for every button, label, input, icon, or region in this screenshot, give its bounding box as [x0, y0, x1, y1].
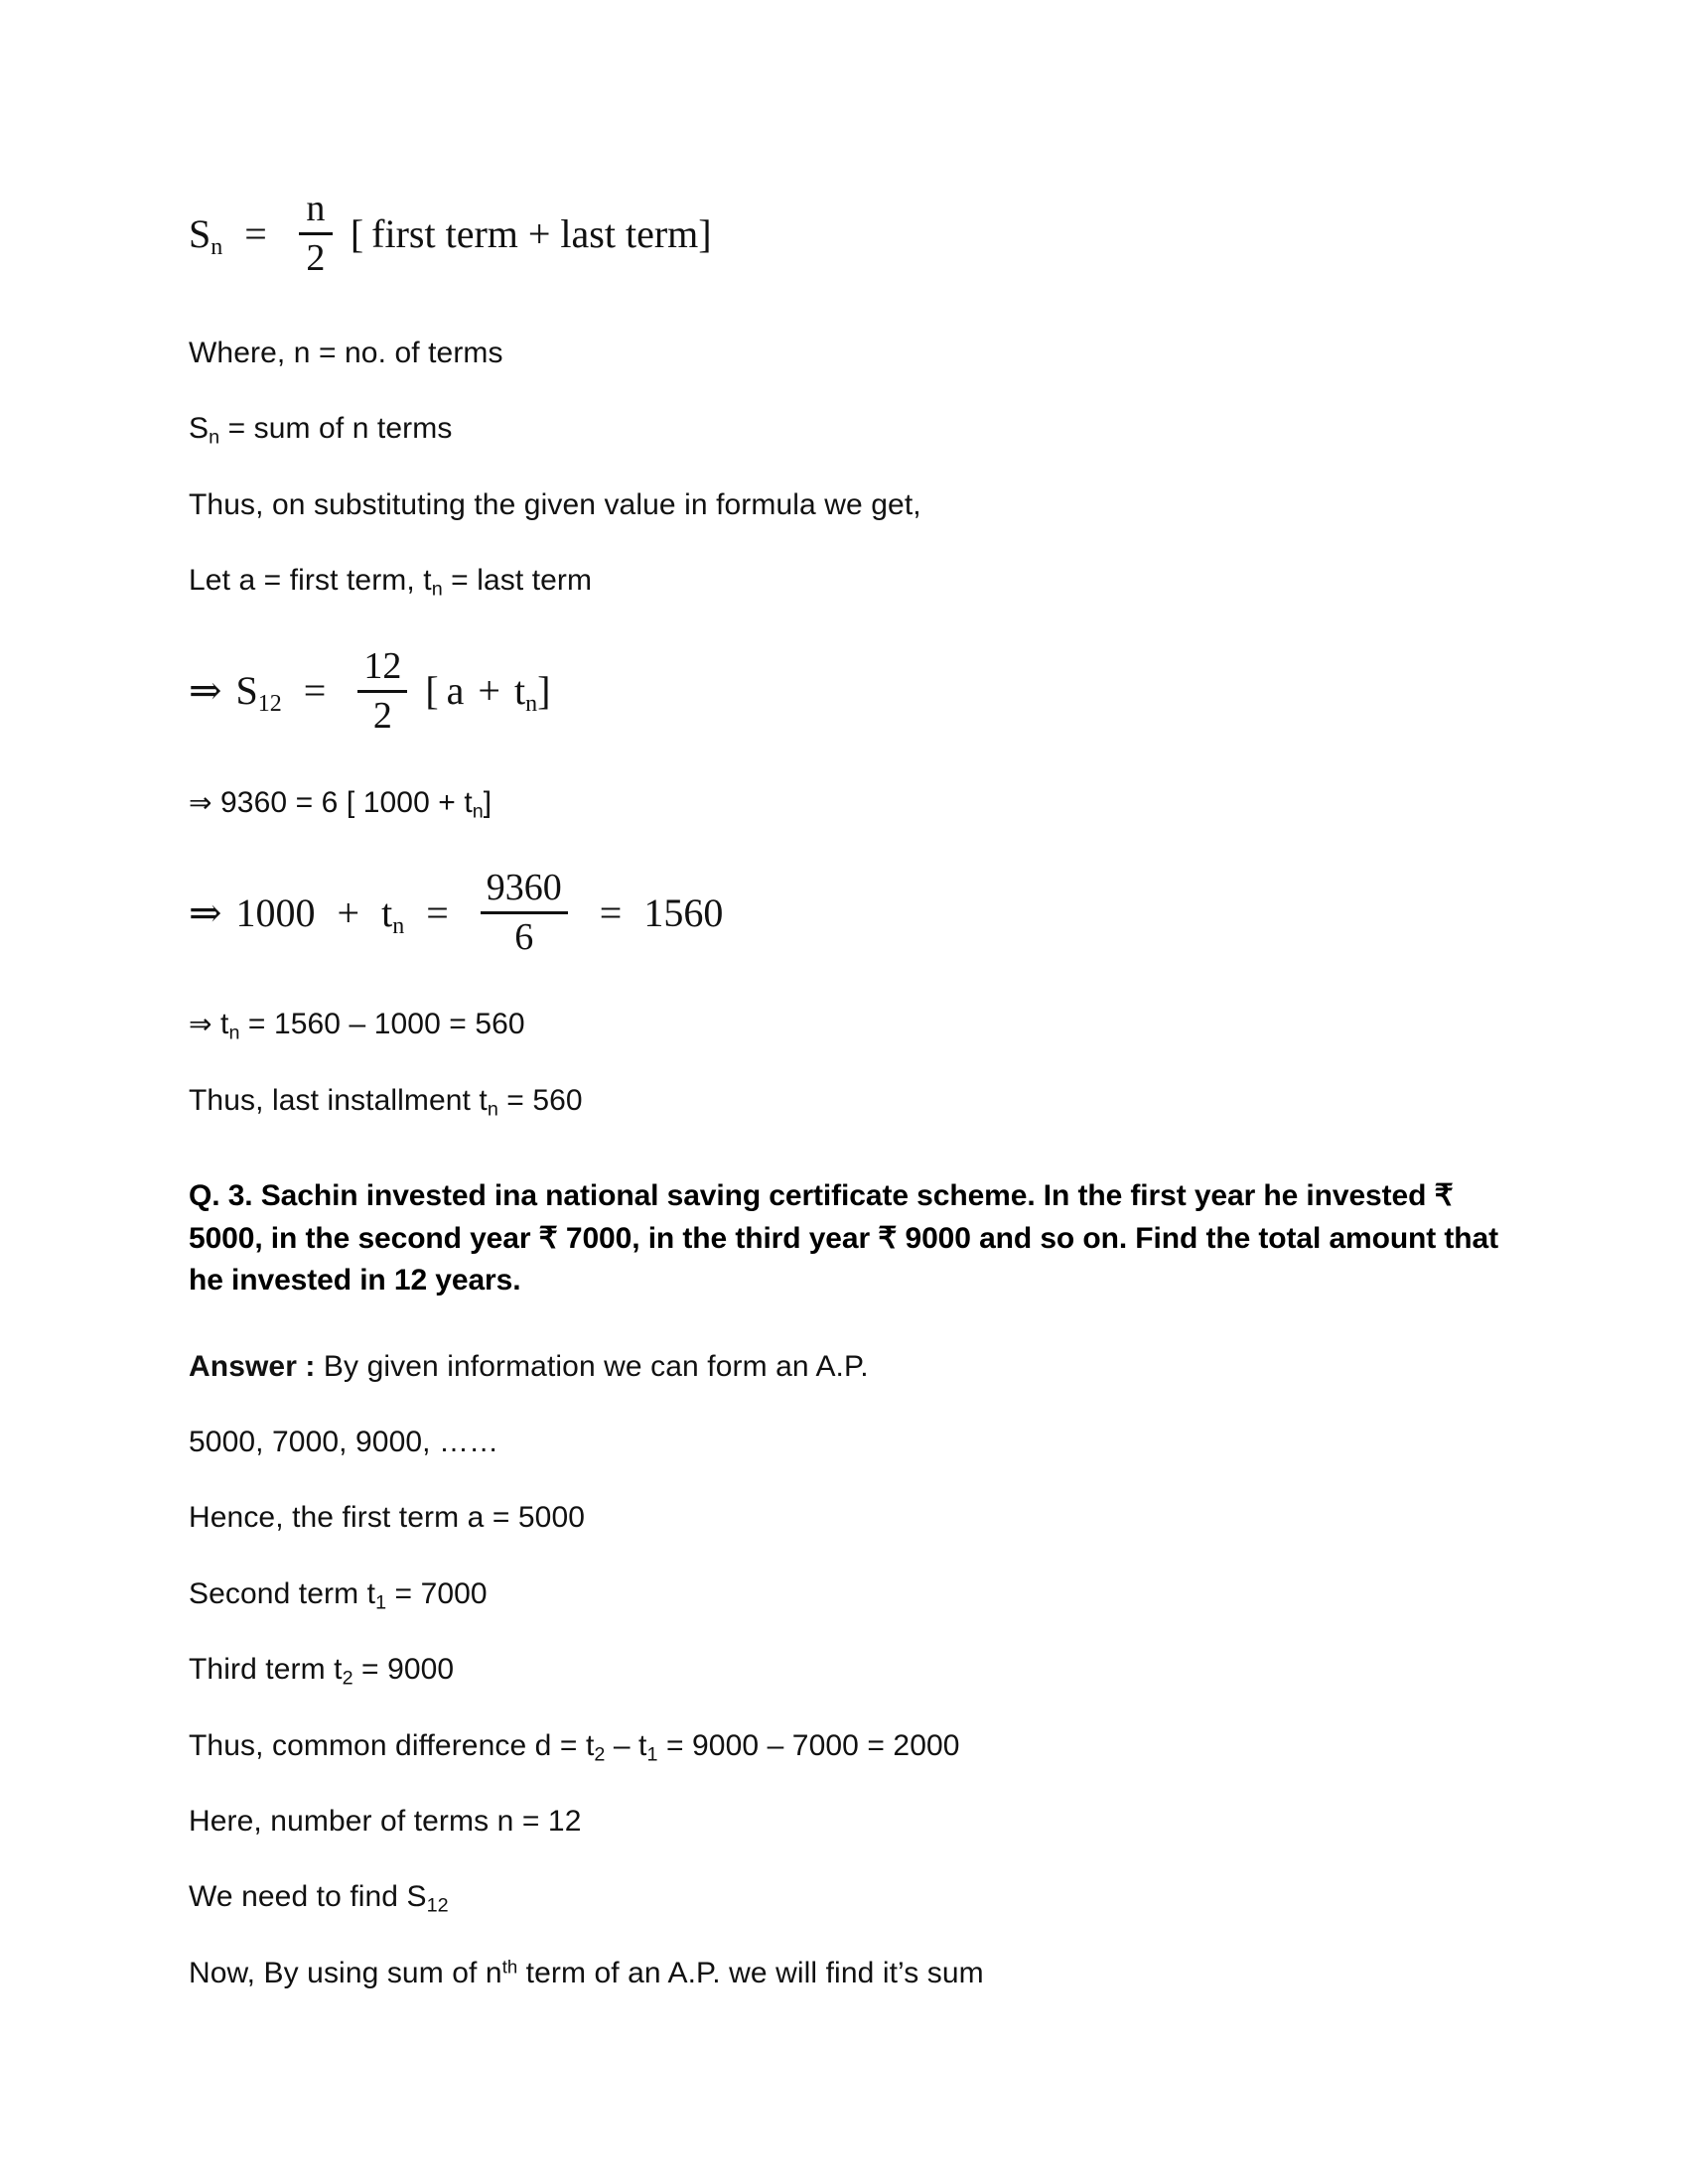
- subscript-n: n: [431, 578, 443, 601]
- formula-s12-lhs: $S_{12}$: [235, 668, 282, 718]
- subscript-1: 1: [375, 1591, 387, 1614]
- subscript-n: n: [487, 1098, 498, 1121]
- formula-sum-bracket-open: [: [350, 210, 364, 256]
- line-let-a-first-term: Let a = first term, $t_n$ = last term: [189, 564, 593, 601]
- subscript-n: n: [472, 800, 484, 823]
- line-ap-sequence: 5000, 7000, 9000, ……: [189, 1426, 499, 1459]
- formula-s12-term-a: a: [446, 668, 465, 714]
- subscript-n: n: [209, 426, 220, 449]
- formula-s12-term-tn: $t_n$: [513, 668, 538, 718]
- line-where-n: Where, n = no. of terms: [189, 337, 503, 370]
- line-tn-result: ⇒ $t_n = 1560 - 1000 = 560$: [189, 1008, 525, 1044]
- line-sn-definition: $S_n$ = sum of n terms: [189, 412, 453, 449]
- fraction-numerator: 12: [363, 644, 402, 687]
- fraction-denominator: 2: [306, 237, 326, 280]
- answer-label: Answer :: [189, 1349, 316, 1383]
- line-common-difference: Thus, common difference $d = t_2 - t_1 = 9000 - 7000 = 2000$: [189, 1728, 960, 1766]
- formula-1560-plus: +: [337, 889, 360, 935]
- implies-arrow-icon: ⇒: [189, 668, 222, 714]
- implies-arrow-icon: ⇒: [189, 889, 222, 935]
- line-now-using-nth-term: Now, By using sum of $n^{th}$ term of an A.P. we will find it’s sum: [189, 1956, 984, 1989]
- question-3-text: Q. 3. Sachin invested ina national saving certificate scheme. In the first year he invested ₹ 5000, in the second year ₹ 7000, in the third year ₹ 9000 and so on. Find the total amount that he invested in 12 years.: [189, 1178, 1498, 1297]
- subscript-12: 12: [426, 1894, 449, 1917]
- formula-1560-result: 1560: [643, 889, 724, 935]
- line-9360-equation: ⇒ 9360 = 6 [ $1000 + t_n$]: [189, 785, 492, 823]
- formula-1000-plus-tn: [189, 868, 1509, 958]
- superscript-th: th: [501, 1956, 518, 1978]
- fraction-bar: [481, 911, 568, 914]
- formula-1560-fraction: [481, 868, 568, 958]
- line-third-term: Third term $t_2 = 9000$: [189, 1653, 455, 1690]
- formula-s12-expansion: [189, 646, 1509, 737]
- formula-sum-fraction: [299, 189, 333, 279]
- implies-arrow-icon: ⇒: [189, 785, 212, 819]
- fraction-bar: [299, 232, 333, 235]
- formula-sum-equals: =: [244, 210, 267, 256]
- page-content: [189, 189, 1509, 1992]
- formula-sum-bracket-close: ]: [698, 210, 712, 256]
- subscript-1: 1: [646, 1743, 658, 1766]
- fraction-denominator: 2: [372, 694, 392, 737]
- line-answer-intro: [189, 1348, 1509, 1386]
- subscript-n: n: [228, 1022, 240, 1044]
- subscript-2: 2: [594, 1743, 606, 1766]
- line-thus-substituting: Thus, on substituting the given value in formula we get,: [189, 487, 921, 521]
- subscript-2: 2: [342, 1667, 353, 1690]
- formula-1560-equals-first: =: [426, 889, 449, 935]
- line-first-term: Hence, the first term a = 5000: [189, 1501, 586, 1535]
- formula-sum-of-ap: [189, 189, 1509, 279]
- formula-sum-lhs: $S_n$: [189, 210, 223, 260]
- formula-s12-equals: =: [303, 668, 327, 714]
- fraction-denominator: 6: [514, 916, 534, 959]
- line-second-term: Second term $t_1 = 7000$: [189, 1576, 488, 1614]
- fraction-numerator: n: [306, 188, 326, 229]
- formula-s12-fraction: [357, 646, 407, 737]
- fraction-numerator: 9360: [486, 867, 562, 909]
- line-last-installment: Thus, last installment $t_n = 560$: [189, 1083, 583, 1121]
- formula-1560-term-tn: $t_n$: [381, 889, 405, 939]
- fraction-bar: [357, 690, 407, 693]
- implies-arrow-icon: ⇒: [189, 1008, 212, 1041]
- formula-1560-lhs: 1000: [235, 889, 316, 935]
- answer-intro-text: By given information we can form an A.P.: [315, 1349, 869, 1383]
- line-number-of-terms: Here, number of terms n = 12: [189, 1805, 582, 1839]
- formula-s12-plus: +: [478, 668, 500, 714]
- formula-1560-equals-second: =: [599, 889, 623, 935]
- formula-s12-bracket-close: ]: [537, 668, 551, 714]
- formula-s12-bracket-open: [: [425, 668, 439, 714]
- formula-sum-body: first term + last term: [371, 210, 699, 256]
- line-need-find-s12: We need to find $S_{12}$: [189, 1880, 449, 1917]
